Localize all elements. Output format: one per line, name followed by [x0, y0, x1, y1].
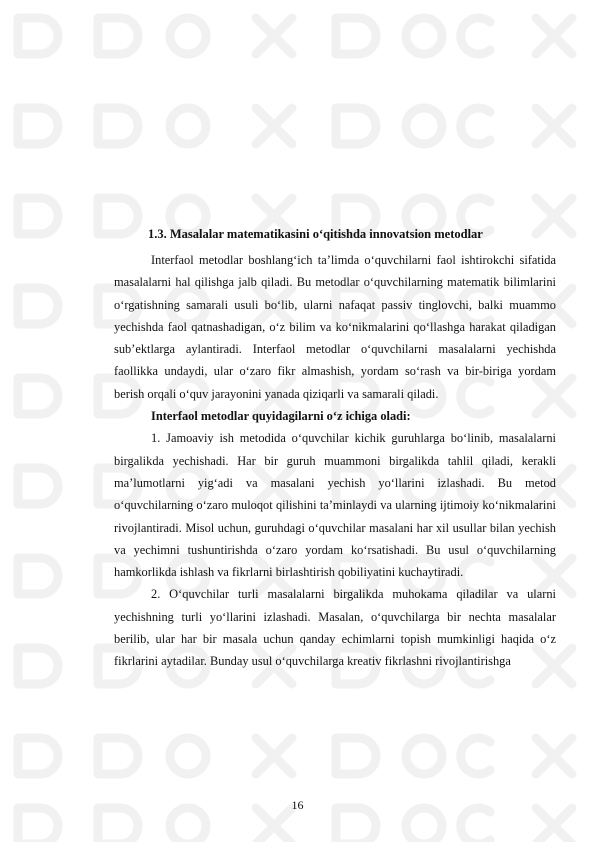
page-number: 16: [291, 798, 304, 812]
paragraph-1-text: Interfaol metodlar boshlang‘ich ta’limda o‘quvchilarni faol ishtirokchi sifatida masalalarni hal qilishga jalb qiladi. Bu metodlar o‘quvchilarning matematik bilimlarini o‘rgatishning samarali usuli bo‘lib, ularni nafaqat passiv tinglovchi, balki muammo yechishda faol qatnashadigan, o‘z bilim va ko‘nikmalarini qo‘llashga harakat qiladigan sub’ektlarga aylantiradi. Interfaol metodlar o‘quvchilarni masalalarni yechishda faollikka undaydi, ular o‘zaro fikr almashish, yordam so‘rash va bir-biriga yordam berish orqali o‘quv jarayonini yanada qiziqarli va samarali qiladi.: [114, 253, 556, 401]
paragraph-2: [114, 405, 556, 427]
paragraph-3-text: 1. Jamoaviy ish metodida o‘quvchilar kichik guruhlarga bo‘linib, masalalarni birgalikda yechishadi. Har bir guruh muammoni birgalikda tahlil qiladi, kerakli ma’lumotlarni yig‘adi va masalani yechish yo‘llarini izlashadi. Bu metod o‘quvchilarning o‘zaro muloqot qilishini ta’minlaydi va ularning ijtimoiy ko‘nikmalarini rivojlantiradi. Misol uchun, guruhdagi o‘quvchilar masalani har xil usullar bilan yechish va yechimni tushuntirishda o‘zaro yordam ko‘rsatishadi. Bu usul o‘quvchilarning hamkorlikda ishlash va fikrlarni birlashtirish qobiliyatini kuchaytiradi.: [114, 431, 556, 580]
paragraph-3: [114, 427, 556, 583]
section-heading: 1.3. Masalalar matematikasini o‘qitishda innovatsion metodlar: [148, 227, 483, 241]
paragraph-1: [114, 249, 556, 405]
paragraph-2-text: Interfaol metodlar quyidagilarni o‘z ichiga oladi:: [151, 409, 411, 424]
paragraph-4-text: 2. O‘quvchilar turli masalalarni birgalikda muhokama qiladilar va ularni yechishning turli yo‘llarini izlashadi. Masalan, o‘quvchilarga bir nechta masalalar berilib, ular har bir masala uchun qanday echimlarni topish mumkinligi haqida o‘z fikrlarini aytadilar. Bunday usul o‘quvchilarga kreativ fikrlashni rivojlantirishga: [114, 587, 556, 669]
body-text: [114, 249, 556, 673]
paragraph-4: [114, 583, 556, 672]
